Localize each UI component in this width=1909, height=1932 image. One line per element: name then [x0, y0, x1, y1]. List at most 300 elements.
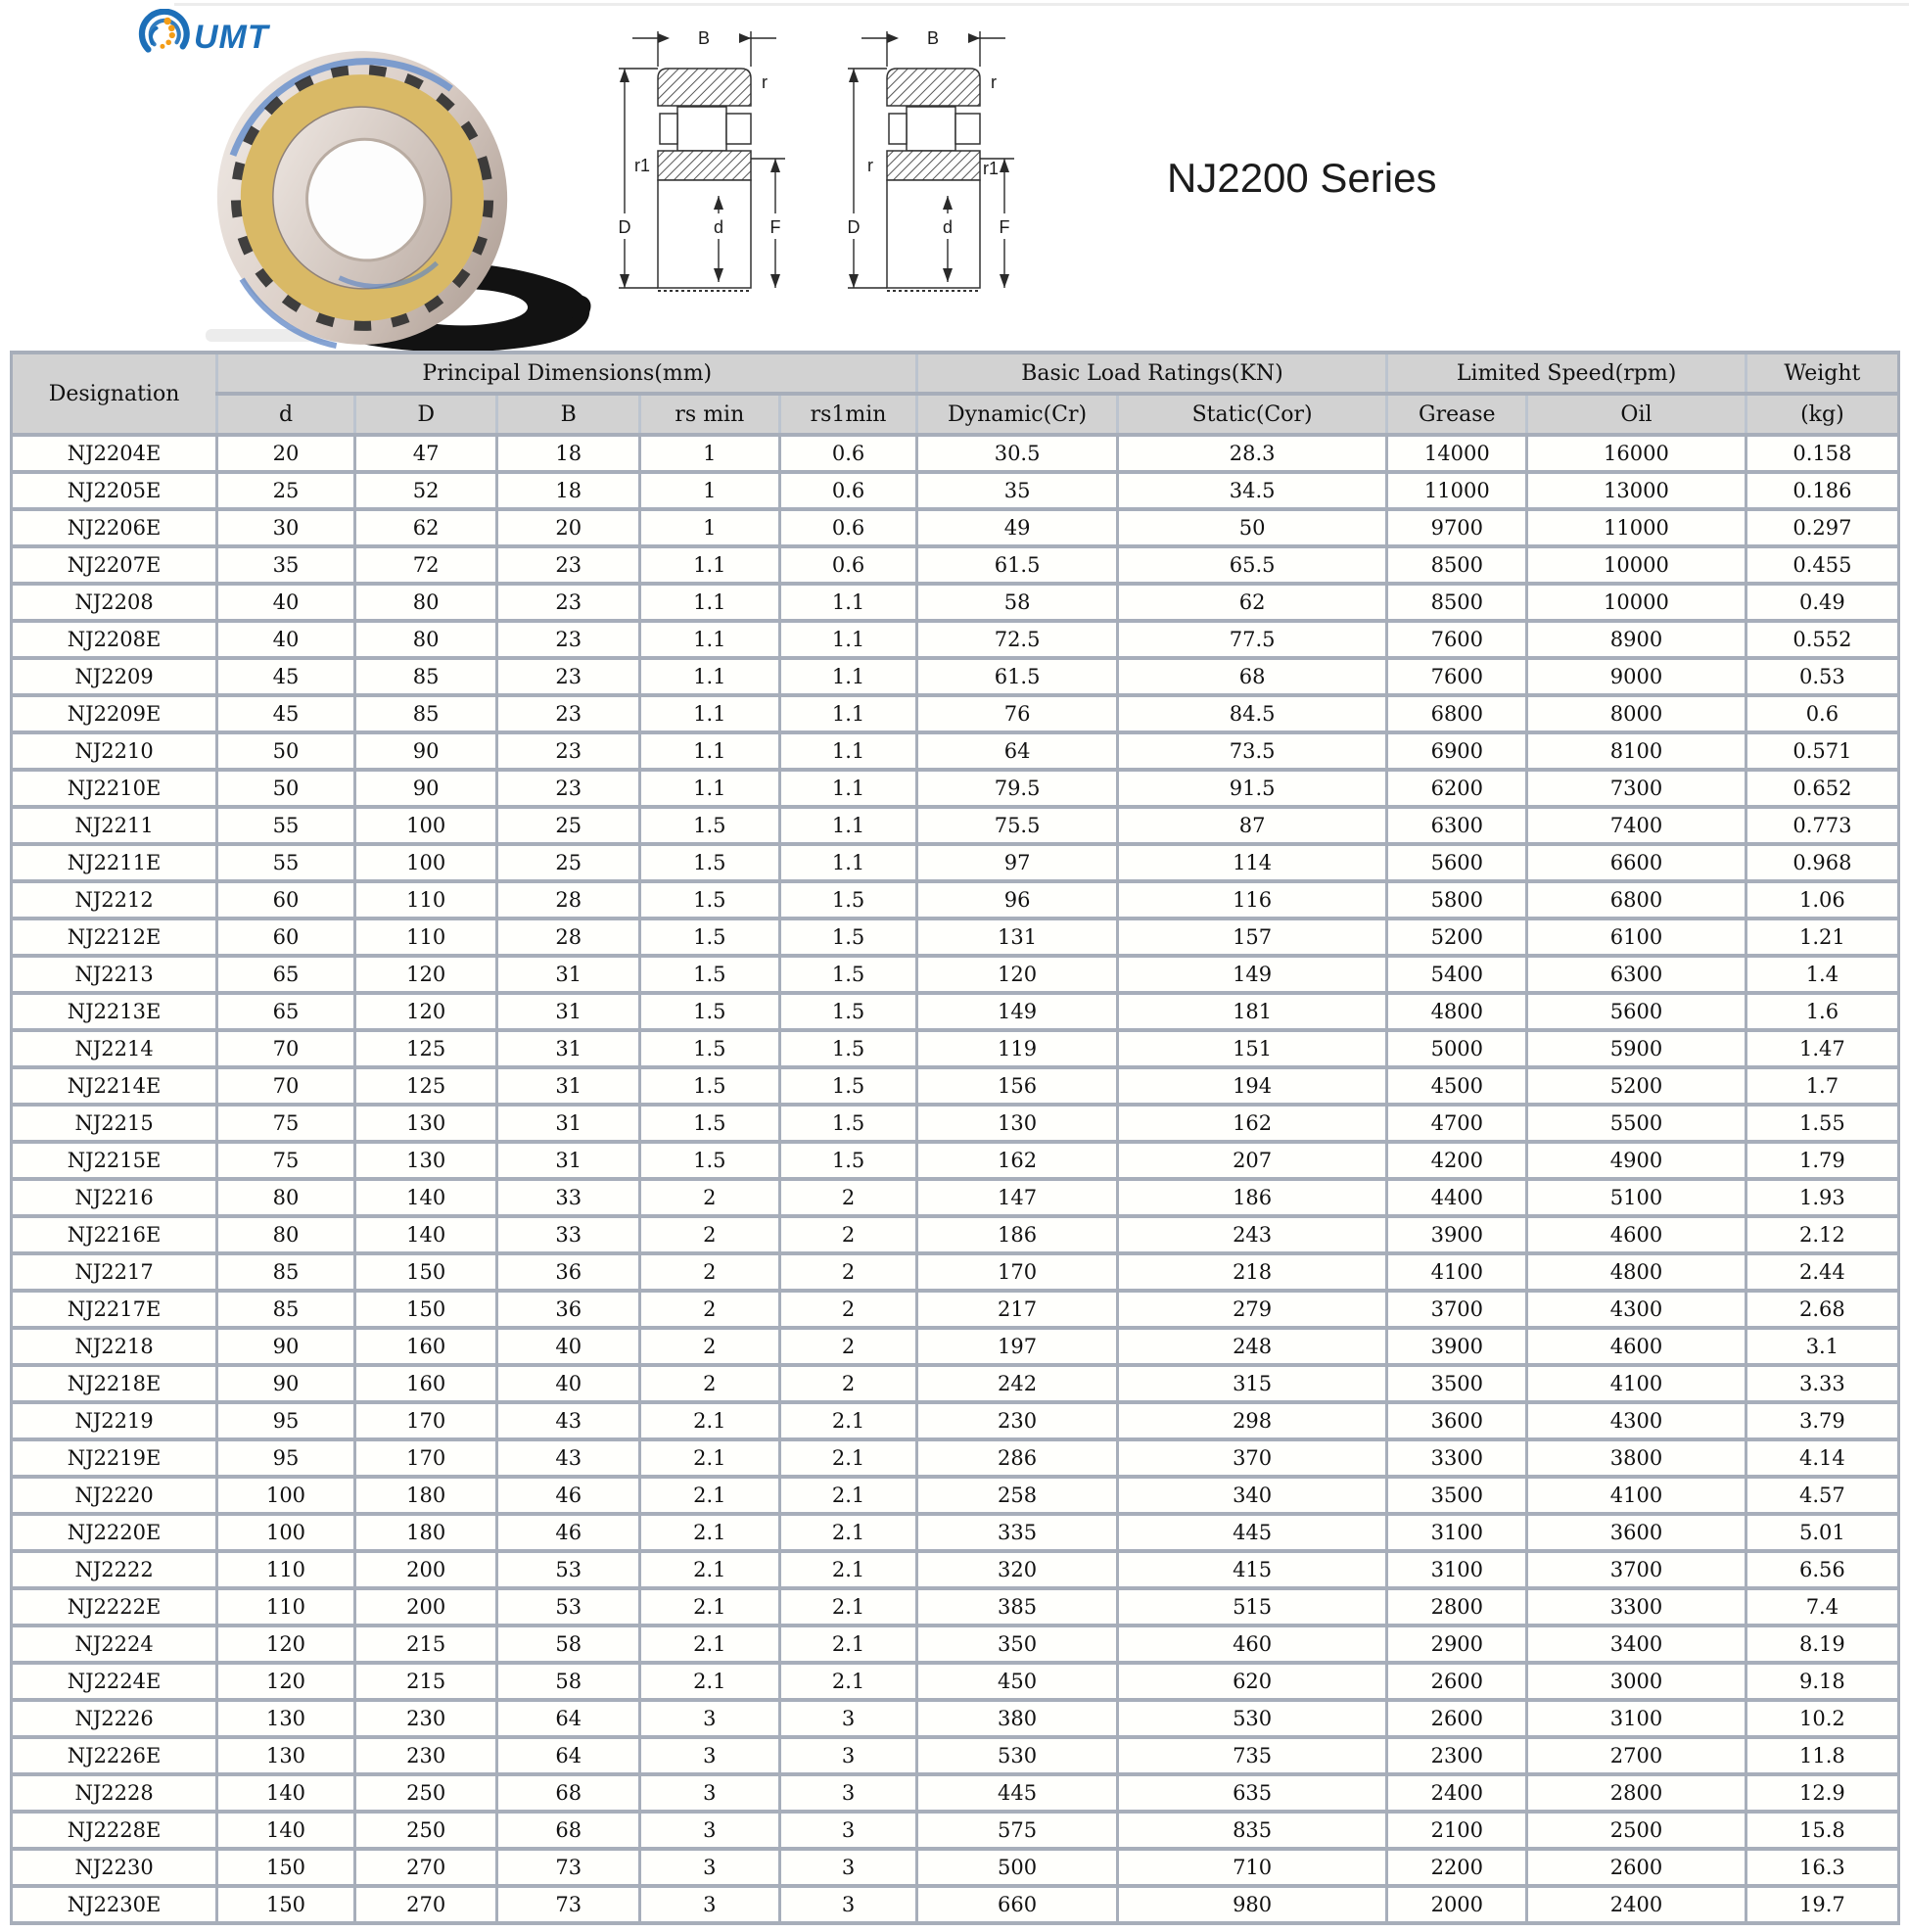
value-cell: 6300: [1387, 807, 1527, 844]
value-cell: 415: [1117, 1551, 1387, 1588]
value-cell: 130: [217, 1737, 355, 1774]
value-cell: 35: [917, 472, 1117, 509]
value-cell: 4700: [1387, 1105, 1527, 1142]
value-cell: 120: [354, 993, 497, 1030]
value-cell: 151: [1117, 1030, 1387, 1067]
value-cell: 1.5: [779, 1142, 917, 1179]
value-cell: 1.1: [779, 807, 917, 844]
table-row: [12, 732, 1899, 770]
value-cell: 31: [497, 956, 640, 993]
col-header-kg: (kg): [1746, 394, 1898, 435]
table-row: [12, 1849, 1899, 1886]
value-cell: 1.1: [779, 844, 917, 881]
value-cell: 80: [354, 584, 497, 621]
table-header: [12, 353, 1899, 435]
value-cell: 90: [354, 732, 497, 770]
value-cell: 4400: [1387, 1179, 1527, 1216]
value-cell: 3800: [1527, 1439, 1746, 1477]
dim-label-b: B: [697, 28, 711, 48]
table-row: [12, 435, 1899, 472]
designation-cell: NJ2222E: [12, 1588, 217, 1626]
value-cell: 2600: [1527, 1849, 1746, 1886]
value-cell: 85: [217, 1291, 355, 1328]
value-cell: 3: [779, 1774, 917, 1812]
value-cell: 1.5: [640, 993, 780, 1030]
value-cell: 68: [497, 1774, 640, 1812]
value-cell: 2.1: [779, 1663, 917, 1700]
value-cell: 157: [1117, 919, 1387, 956]
table-row: [12, 1551, 1899, 1588]
value-cell: 23: [497, 546, 640, 584]
value-cell: 4100: [1527, 1477, 1746, 1514]
value-cell: 46: [497, 1477, 640, 1514]
value-cell: 3: [640, 1774, 780, 1812]
top-divider: [174, 3, 1909, 6]
dim-label-r1: r1: [983, 159, 1000, 178]
value-cell: 7600: [1387, 621, 1527, 658]
value-cell: 25: [497, 807, 640, 844]
value-cell: 150: [217, 1886, 355, 1923]
value-cell: 58: [917, 584, 1117, 621]
designation-cell: NJ2228E: [12, 1812, 217, 1849]
value-cell: 147: [917, 1179, 1117, 1216]
designation-cell: NJ2217: [12, 1253, 217, 1291]
value-cell: 120: [917, 956, 1117, 993]
value-cell: 2600: [1387, 1663, 1527, 1700]
value-cell: 2: [640, 1179, 780, 1216]
value-cell: 2: [779, 1365, 917, 1402]
value-cell: 75.5: [917, 807, 1117, 844]
value-cell: 2900: [1387, 1626, 1527, 1663]
value-cell: 8900: [1527, 621, 1746, 658]
value-cell: 1.5: [779, 919, 917, 956]
value-cell: 2: [640, 1291, 780, 1328]
value-cell: 1.4: [1746, 956, 1898, 993]
table-row: [12, 770, 1899, 807]
value-cell: 25: [217, 472, 355, 509]
value-cell: 7.4: [1746, 1588, 1898, 1626]
value-cell: 6100: [1527, 919, 1746, 956]
value-cell: 6200: [1387, 770, 1527, 807]
designation-cell: NJ2216: [12, 1179, 217, 1216]
value-cell: 0.297: [1746, 509, 1898, 546]
value-cell: 20: [497, 509, 640, 546]
table-row: [12, 956, 1899, 993]
value-cell: 3.33: [1746, 1365, 1898, 1402]
value-cell: 1.1: [640, 584, 780, 621]
col-group-basic-load-ratings: Basic Load Ratings(KN): [917, 353, 1387, 394]
value-cell: 2.1: [640, 1477, 780, 1514]
value-cell: 80: [354, 621, 497, 658]
value-cell: 4300: [1527, 1291, 1746, 1328]
value-cell: 110: [354, 881, 497, 919]
value-cell: 2.1: [779, 1477, 917, 1514]
value-cell: 0.6: [779, 546, 917, 584]
value-cell: 0.773: [1746, 807, 1898, 844]
value-cell: 1.5: [640, 919, 780, 956]
value-cell: 1.5: [640, 807, 780, 844]
designation-cell: NJ2208E: [12, 621, 217, 658]
value-cell: 186: [917, 1216, 1117, 1253]
value-cell: 90: [354, 770, 497, 807]
value-cell: 100: [217, 1514, 355, 1551]
value-cell: 170: [354, 1402, 497, 1439]
value-cell: 380: [917, 1700, 1117, 1737]
value-cell: 1.93: [1746, 1179, 1898, 1216]
col-header-dynamic-cr: Dynamic(Cr): [917, 394, 1117, 435]
table-row: [12, 1067, 1899, 1105]
value-cell: 2.1: [640, 1626, 780, 1663]
value-cell: 43: [497, 1439, 640, 1477]
value-cell: 2.1: [640, 1514, 780, 1551]
value-cell: 445: [1117, 1514, 1387, 1551]
value-cell: 36: [497, 1253, 640, 1291]
value-cell: 270: [354, 1849, 497, 1886]
table-row: [12, 1142, 1899, 1179]
value-cell: 3300: [1527, 1588, 1746, 1626]
designation-cell: NJ2230: [12, 1849, 217, 1886]
value-cell: 2100: [1387, 1812, 1527, 1849]
value-cell: 2200: [1387, 1849, 1527, 1886]
value-cell: 8500: [1387, 584, 1527, 621]
value-cell: 3700: [1387, 1291, 1527, 1328]
table-row: [12, 1700, 1899, 1737]
value-cell: 46: [497, 1514, 640, 1551]
value-cell: 2.1: [640, 1551, 780, 1588]
table-row: [12, 1216, 1899, 1253]
value-cell: 2.1: [779, 1402, 917, 1439]
value-cell: 64: [497, 1737, 640, 1774]
value-cell: 100: [217, 1477, 355, 1514]
value-cell: 460: [1117, 1626, 1387, 1663]
value-cell: 3.79: [1746, 1402, 1898, 1439]
value-cell: 6300: [1527, 956, 1746, 993]
value-cell: 3100: [1387, 1551, 1527, 1588]
designation-cell: NJ2213E: [12, 993, 217, 1030]
table-row: [12, 1105, 1899, 1142]
value-cell: 4800: [1387, 993, 1527, 1030]
designation-cell: NJ2219E: [12, 1439, 217, 1477]
col-header-designation: Designation: [12, 353, 217, 435]
table-row: [12, 1663, 1899, 1700]
value-cell: 1.1: [640, 658, 780, 695]
value-cell: 85: [354, 695, 497, 732]
value-cell: 14000: [1387, 435, 1527, 472]
value-cell: 65.5: [1117, 546, 1387, 584]
value-cell: 45: [217, 658, 355, 695]
value-cell: 60: [217, 881, 355, 919]
value-cell: 4800: [1527, 1253, 1746, 1291]
value-cell: 2: [640, 1328, 780, 1365]
value-cell: 15.8: [1746, 1812, 1898, 1849]
value-cell: 279: [1117, 1291, 1387, 1328]
value-cell: 0.968: [1746, 844, 1898, 881]
value-cell: 10000: [1527, 584, 1746, 621]
value-cell: 2: [779, 1328, 917, 1365]
value-cell: 3: [779, 1849, 917, 1886]
value-cell: 91.5: [1117, 770, 1387, 807]
value-cell: 4.14: [1746, 1439, 1898, 1477]
value-cell: 2.1: [779, 1439, 917, 1477]
table-row: [12, 1365, 1899, 1402]
value-cell: 75: [217, 1142, 355, 1179]
value-cell: 200: [354, 1588, 497, 1626]
table-row: [12, 695, 1899, 732]
value-cell: 1.21: [1746, 919, 1898, 956]
value-cell: 28: [497, 881, 640, 919]
table-row: [12, 621, 1899, 658]
value-cell: 0.49: [1746, 584, 1898, 621]
value-cell: 96: [917, 881, 1117, 919]
value-cell: 23: [497, 658, 640, 695]
value-cell: 3: [779, 1700, 917, 1737]
value-cell: 186: [1117, 1179, 1387, 1216]
value-cell: 28: [497, 919, 640, 956]
bore-cylinder: [658, 180, 751, 288]
value-cell: 1.5: [640, 956, 780, 993]
value-cell: 1.5: [779, 993, 917, 1030]
designation-cell: NJ2209E: [12, 695, 217, 732]
value-cell: 2800: [1527, 1774, 1746, 1812]
value-cell: 350: [917, 1626, 1117, 1663]
value-cell: 28.3: [1117, 435, 1387, 472]
value-cell: 1.5: [640, 844, 780, 881]
table-row: [12, 881, 1899, 919]
designation-cell: NJ2222: [12, 1551, 217, 1588]
value-cell: 5000: [1387, 1030, 1527, 1067]
value-cell: 385: [917, 1588, 1117, 1626]
value-cell: 58: [497, 1626, 640, 1663]
value-cell: 340: [1117, 1477, 1387, 1514]
value-cell: 36: [497, 1291, 640, 1328]
value-cell: 76: [917, 695, 1117, 732]
designation-cell: NJ2208: [12, 584, 217, 621]
value-cell: 120: [217, 1626, 355, 1663]
value-cell: 3: [779, 1812, 917, 1849]
value-cell: 286: [917, 1439, 1117, 1477]
value-cell: 70: [217, 1067, 355, 1105]
col-header-D: D: [354, 394, 497, 435]
value-cell: 1.5: [640, 1067, 780, 1105]
table-row: [12, 993, 1899, 1030]
table-row: [12, 1626, 1899, 1663]
value-cell: 10.2: [1746, 1700, 1898, 1737]
value-cell: 1.1: [640, 695, 780, 732]
value-cell: 170: [917, 1253, 1117, 1291]
value-cell: 4300: [1527, 1402, 1746, 1439]
value-cell: 3: [779, 1886, 917, 1923]
value-cell: 60: [217, 919, 355, 956]
value-cell: 2.1: [779, 1588, 917, 1626]
value-cell: 75: [217, 1105, 355, 1142]
designation-cell: NJ2216E: [12, 1216, 217, 1253]
value-cell: 1.1: [640, 546, 780, 584]
designation-cell: NJ2205E: [12, 472, 217, 509]
value-cell: 3: [640, 1737, 780, 1774]
dim-label-r1: r1: [634, 156, 651, 175]
value-cell: 95: [217, 1439, 355, 1477]
table-row: [12, 1514, 1899, 1551]
designation-cell: NJ2209: [12, 658, 217, 695]
value-cell: 130: [917, 1105, 1117, 1142]
value-cell: 68: [1117, 658, 1387, 695]
col-header-static-cor: Static(Cor): [1117, 394, 1387, 435]
designation-cell: NJ2215E: [12, 1142, 217, 1179]
value-cell: 130: [354, 1142, 497, 1179]
value-cell: 73: [497, 1849, 640, 1886]
value-cell: 2500: [1527, 1812, 1746, 1849]
value-cell: 3400: [1527, 1626, 1746, 1663]
value-cell: 0.6: [779, 472, 917, 509]
value-cell: 170: [354, 1439, 497, 1477]
value-cell: 335: [917, 1514, 1117, 1551]
designation-cell: NJ2206E: [12, 509, 217, 546]
value-cell: 116: [1117, 881, 1387, 919]
value-cell: 49: [917, 509, 1117, 546]
col-header-oil: Oil: [1527, 394, 1746, 435]
value-cell: 7600: [1387, 658, 1527, 695]
value-cell: 162: [917, 1142, 1117, 1179]
value-cell: 215: [354, 1626, 497, 1663]
value-cell: 33: [497, 1179, 640, 1216]
value-cell: 64: [497, 1700, 640, 1737]
table-row: [12, 1030, 1899, 1067]
designation-cell: NJ2219: [12, 1402, 217, 1439]
value-cell: 150: [354, 1253, 497, 1291]
value-cell: 197: [917, 1328, 1117, 1365]
designation-cell: NJ2215: [12, 1105, 217, 1142]
value-cell: 73: [497, 1886, 640, 1923]
value-cell: 6900: [1387, 732, 1527, 770]
dim-label-F: F: [999, 217, 1010, 237]
table-row: [12, 844, 1899, 881]
value-cell: 1.5: [640, 881, 780, 919]
value-cell: 3: [640, 1849, 780, 1886]
col-header-grease: Grease: [1387, 394, 1527, 435]
value-cell: 114: [1117, 844, 1387, 881]
value-cell: 2800: [1387, 1588, 1527, 1626]
designation-cell: NJ2226E: [12, 1737, 217, 1774]
col-header-d: d: [217, 394, 355, 435]
value-cell: 1.5: [640, 1105, 780, 1142]
value-cell: 0.652: [1746, 770, 1898, 807]
col-group-principal-dimensions: Principal Dimensions(mm): [217, 353, 917, 394]
designation-cell: NJ2220E: [12, 1514, 217, 1551]
designation-cell: NJ2210E: [12, 770, 217, 807]
dim-label-D: D: [847, 217, 861, 237]
designation-cell: NJ2211: [12, 807, 217, 844]
value-cell: 156: [917, 1067, 1117, 1105]
value-cell: 2.1: [640, 1439, 780, 1477]
designation-cell: NJ2224: [12, 1626, 217, 1663]
value-cell: 4600: [1527, 1328, 1746, 1365]
value-cell: 194: [1117, 1067, 1387, 1105]
value-cell: 140: [354, 1216, 497, 1253]
col-group-weight: Weight: [1746, 353, 1898, 394]
value-cell: 7400: [1527, 807, 1746, 844]
value-cell: 130: [354, 1105, 497, 1142]
designation-cell: NJ2207E: [12, 546, 217, 584]
value-cell: 0.158: [1746, 435, 1898, 472]
value-cell: 1.5: [779, 1105, 917, 1142]
value-cell: 1: [640, 435, 780, 472]
value-cell: 3500: [1387, 1477, 1527, 1514]
value-cell: 270: [354, 1886, 497, 1923]
designation-cell: NJ2214E: [12, 1067, 217, 1105]
value-cell: 575: [917, 1812, 1117, 1849]
value-cell: 1.5: [779, 1067, 917, 1105]
value-cell: 6600: [1527, 844, 1746, 881]
value-cell: 1.1: [779, 621, 917, 658]
value-cell: 97: [917, 844, 1117, 881]
value-cell: 10000: [1527, 546, 1746, 584]
value-cell: 2: [779, 1216, 917, 1253]
designation-cell: NJ2214: [12, 1030, 217, 1067]
value-cell: 2700: [1527, 1737, 1746, 1774]
value-cell: 2300: [1387, 1737, 1527, 1774]
value-cell: 515: [1117, 1588, 1387, 1626]
dim-label-d: d: [942, 217, 954, 237]
table-row: [12, 1774, 1899, 1812]
value-cell: 5800: [1387, 881, 1527, 919]
value-cell: 130: [217, 1700, 355, 1737]
value-cell: 11000: [1387, 472, 1527, 509]
value-cell: 31: [497, 1067, 640, 1105]
value-cell: 1.1: [640, 770, 780, 807]
value-cell: 1.79: [1746, 1142, 1898, 1179]
table-row: [12, 1737, 1899, 1774]
value-cell: 11000: [1527, 509, 1746, 546]
value-cell: 3: [640, 1812, 780, 1849]
value-cell: 30: [217, 509, 355, 546]
value-cell: 120: [217, 1663, 355, 1700]
value-cell: 2: [640, 1365, 780, 1402]
value-cell: 660: [917, 1886, 1117, 1923]
dim-label-F: F: [769, 217, 781, 237]
value-cell: 215: [354, 1663, 497, 1700]
table-row: [12, 807, 1899, 844]
value-cell: 18: [497, 472, 640, 509]
value-cell: 50: [217, 732, 355, 770]
dim-label-r-inner: r: [867, 156, 873, 175]
designation-cell: NJ2228: [12, 1774, 217, 1812]
value-cell: 80: [217, 1216, 355, 1253]
designation-cell: NJ2226: [12, 1700, 217, 1737]
value-cell: 16.3: [1746, 1849, 1898, 1886]
value-cell: 5600: [1387, 844, 1527, 881]
value-cell: 0.6: [1746, 695, 1898, 732]
table-row: [12, 1886, 1899, 1923]
value-cell: 1.1: [779, 695, 917, 732]
value-cell: 4100: [1387, 1253, 1527, 1291]
value-cell: 3: [779, 1737, 917, 1774]
value-cell: 445: [917, 1774, 1117, 1812]
cage-left: [660, 114, 677, 144]
value-cell: 87: [1117, 807, 1387, 844]
designation-cell: NJ2211E: [12, 844, 217, 881]
inner-ring-section: [658, 151, 751, 180]
designation-cell: NJ2210: [12, 732, 217, 770]
value-cell: 530: [1117, 1700, 1387, 1737]
dim-label-d: d: [713, 217, 724, 237]
value-cell: 119: [917, 1030, 1117, 1067]
value-cell: 80: [217, 1179, 355, 1216]
value-cell: 250: [354, 1774, 497, 1812]
value-cell: 73.5: [1117, 732, 1387, 770]
spec-table: [10, 351, 1900, 1925]
table-row: [12, 1291, 1899, 1328]
cage-left: [889, 114, 907, 144]
